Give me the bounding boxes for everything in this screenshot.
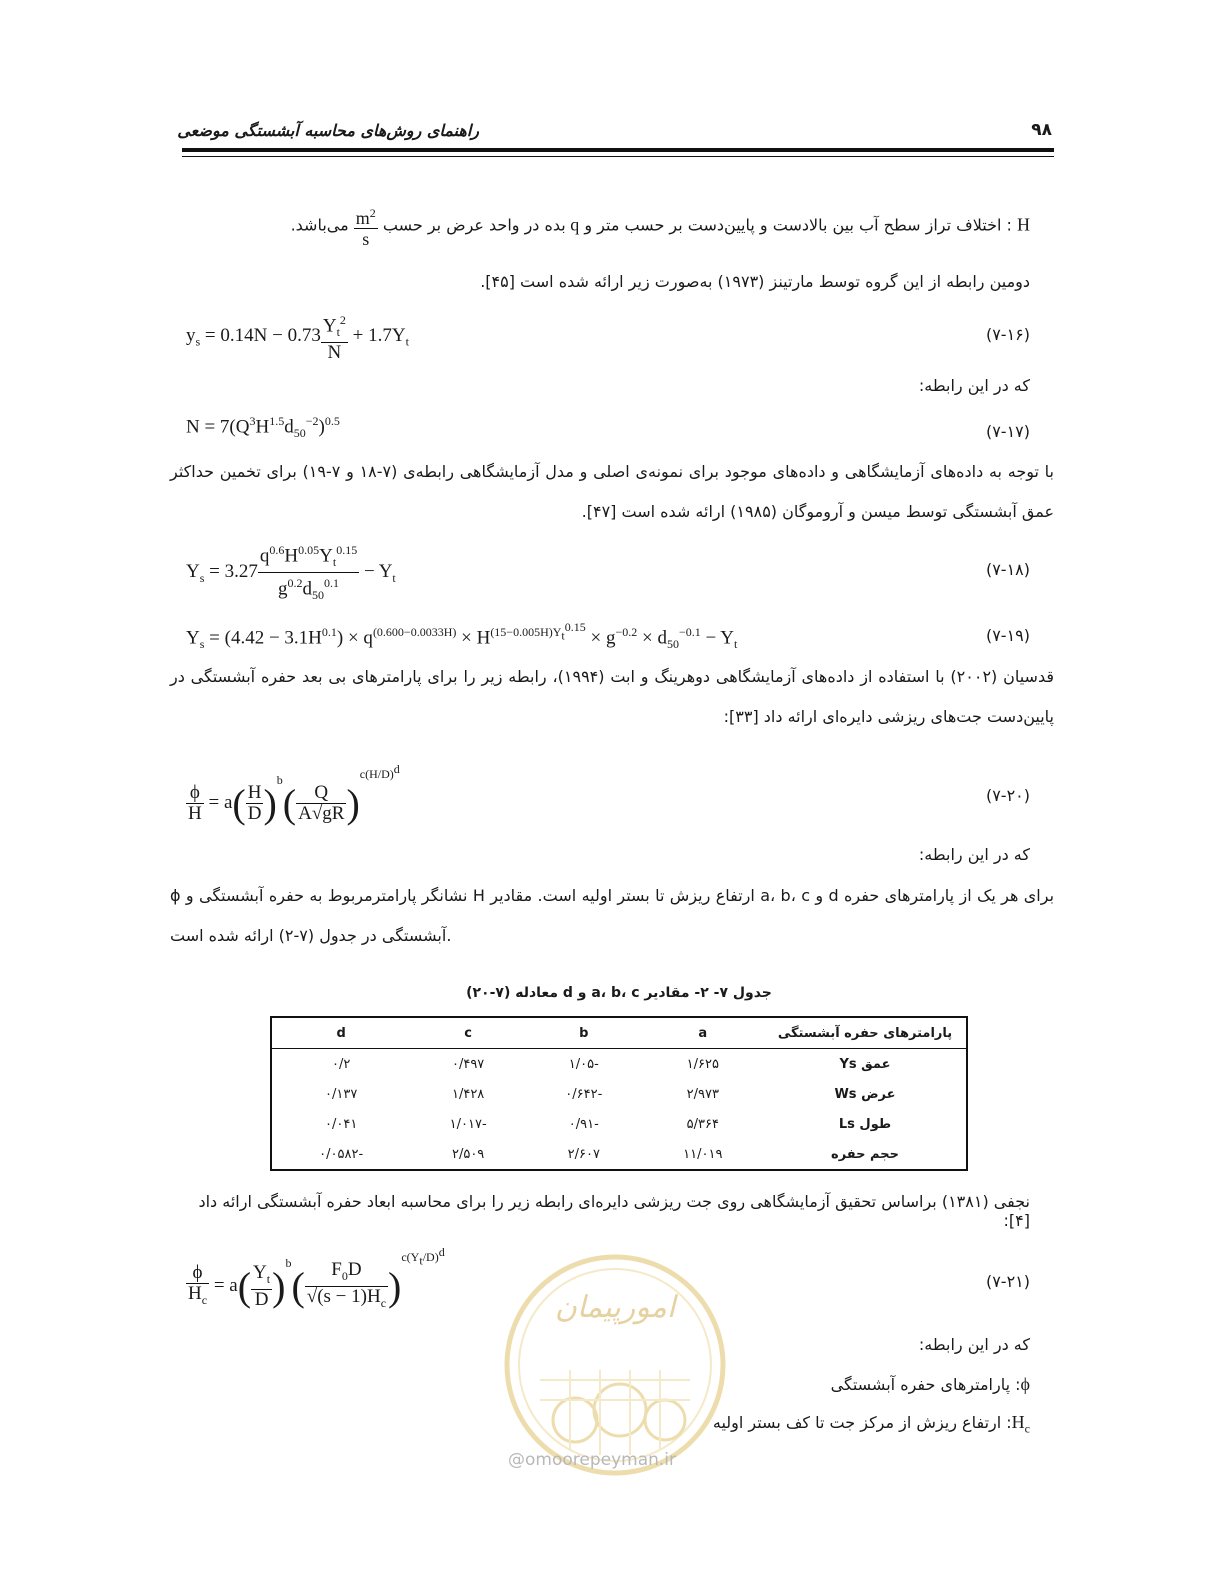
equation-16: $y_s = 0.14N - 0.73$ $\frac{Y_t^2}{N}$ + $1.7Y_t$ (186, 310, 409, 363)
equation-17-number: (۷-۱۷) (985, 422, 1030, 441)
unit-m2-per-s: $\frac{m^2}{s}$ (354, 203, 378, 249)
running-header-title: راهنمای روش‌های محاسبه آبشستگی موضعی (177, 121, 479, 140)
equation-21-number: (۷-۲۱) (985, 1272, 1030, 1291)
symbol-h: H (1017, 214, 1030, 235)
table-cell-b: -۰/۹۱ (568, 1116, 599, 1132)
equation-19: $Y_s = (4.42 - 3.1H^{0.1}) \times q^{(0.600-0.0033H)} \times H^{(15-0.005H)Y_t^{0.15}} \times g^{-0.2} \times d_{50}^{-0.1} - Y_t$ (186, 620, 738, 652)
at-icon: @ (508, 1450, 525, 1470)
definition-h-text: : اختلاف تراز سطح آب بین بالادست و پایین‌دست بر حسب متر و (584, 215, 1012, 235)
table-cell-a: ۱۱/۰۱۹ (683, 1146, 723, 1162)
table-cell-b: -۱/۰۵ (568, 1056, 599, 1072)
table-header-c: c (410, 1017, 526, 1049)
equation-16-number: (۷-۱۶) (985, 325, 1030, 344)
table-cell-b: -۰/۶۴۲ (565, 1086, 603, 1102)
table-row (271, 1049, 967, 1080)
table-cell-d: ۰/۱۳۷ (325, 1086, 358, 1102)
watermark-logo (500, 1250, 730, 1480)
paragraph-mason: با توجه به داده‌های آزمایشگاهی و داده‌های موجود برای نمونه‌ی اصلی و مدل آزمایشگاهی رابطه‌ی (۷-۱۸ و ۷-۱۹) برای تخمین حداکثر عمق آبشستگی توسط میسن و آروموگان (۱۹۸۵) ارائه شده است [۴۷]. (170, 462, 1055, 521)
watermark-site-text: omoorepeyman.ir (525, 1450, 677, 1470)
in-this-relation-2: که در این رابطه: (918, 845, 1030, 864)
paragraph-najafi: نجفی (۱۳۸۱) براساس تحقیق آزمایشگاهی روی جت ریزشی دایره‌ای رابطه زیر را برای محاسبه ابعاد حفره آبشستگی ارائه داد [۴]: (198, 1192, 1030, 1230)
table-cell-c: ۰/۴۹۷ (451, 1056, 485, 1072)
table-header-d: d (271, 1017, 410, 1049)
definition-hc-line (713, 1412, 1030, 1437)
table-header-b: b (526, 1017, 642, 1049)
table-cell-c: ۲/۵۰۹ (451, 1146, 485, 1162)
table-cell-label: عمق Ys (839, 1056, 891, 1072)
table-cell-c: ۱/۴۲۸ (451, 1086, 485, 1102)
table-header-row (271, 1017, 967, 1049)
equation-17: $N = 7(Q^3H^{1.5}d_{50}^{-2})^{0.5}$ (186, 414, 340, 441)
table-cell-label: عرض Ws (834, 1086, 896, 1102)
paragraph-phi: ϕ نشانگر پارامترمربوط به حفره آبشستگی و H ارتفاع ریزش تا بستر اولیه است. مقادیر a، b، c و d برای هر یک از پارامترهای حفره آبشستگی در جدول (۷-۲) ارائه شده است. (170, 886, 1055, 945)
equation-21: $\frac{\phi}{H_c}$ = a( $\frac{Y_t}{D}$ )$^b$( $\frac{F_0D}{√(s - 1)H_c}$ )$^{c(Y_t/D)^d}$ (188, 1245, 445, 1311)
table-cell-d: ۰/۰۴۱ (325, 1116, 358, 1132)
table-cell-a: ۲/۹۷۳ (686, 1086, 719, 1102)
paragraph-martinez: دومین رابطه از این گروه توسط مارتینز (۱۹۷۳) به‌صورت زیر ارائه شده است [۴۵]. (480, 272, 1030, 291)
paragraph-ghodsian: قدسیان (۲۰۰۲) با استفاده از داده‌های آزمایشگاهی دوهرینگ و ابت (۱۹۹۴)، رابطه زیر را برای پارامترهای بی بعد حفره آبشستگی در پایین‌دست جت‌های ریزشی دایره‌ای ارائه داد [۳۳]: (170, 667, 1055, 726)
equation-18-number: (۷-۱۸) (985, 560, 1030, 579)
table-caption: جدول ۷- ۲- مقادیر a، b، c و d معادله (۷-۲۰) (466, 985, 772, 1001)
in-this-relation-1: که در این رابطه: (918, 376, 1030, 395)
table-row (271, 1109, 967, 1139)
table-row (271, 1079, 967, 1109)
watermark-logo-graphic (500, 1250, 730, 1480)
table-cell-label: حجم حفره (831, 1146, 899, 1162)
definition-phi-text: : پارامترهای حفره آبشستگی (830, 1375, 1021, 1394)
definition-h-text-2: بده در واحد عرض بر حسب (382, 215, 566, 235)
header-rule-thin (182, 156, 1054, 157)
definition-phi-line (831, 1374, 1030, 1395)
symbol-hc: $H_c$ (1011, 1412, 1030, 1436)
table-cell-b: ۲/۶۰۷ (567, 1146, 600, 1162)
equation-18: $Y_s = 3.27$ $\frac{q^{0.6}H^{0.05}Y_t^{0.15}}{g^{0.2}d_{50}^{0.1}}$ − $Y_t$ (186, 540, 396, 605)
table-cell-label: طول Ls (838, 1116, 892, 1132)
definition-h-line (250, 203, 1030, 249)
symbol-phi: ϕ (1020, 1374, 1030, 1394)
page-number: ۹۸ (1031, 120, 1052, 140)
definition-h-text-3: می‌باشد. (290, 215, 349, 235)
table-cell-a: ۵/۳۶۴ (686, 1116, 719, 1132)
header-rule-thick (182, 148, 1054, 152)
table-cell-d: -۰/۰۵۸۲ (319, 1146, 364, 1162)
table-cell-d: ۰/۲ (331, 1056, 351, 1072)
table-cell-c: -۱/۰۱۷ (449, 1116, 487, 1132)
watermark-site (508, 1450, 676, 1470)
table-row (271, 1139, 967, 1170)
table-cell-a: ۱/۶۲۵ (686, 1056, 719, 1072)
watermark-logo-text: امورپیمان (554, 1290, 676, 1325)
in-this-relation-3: که در این رابطه: (918, 1335, 1030, 1354)
equation-20-number: (۷-۲۰) (985, 786, 1030, 805)
equation-19-number: (۷-۱۹) (985, 626, 1030, 645)
equation-20: $\frac{\phi}{H}$ = a( $\frac{H}{D}$ )$^b$( $\frac{Q}{A√gR}$ )$^{c(H/D)^d}$ (188, 762, 400, 827)
table-header-a: a (642, 1017, 764, 1049)
definition-hc-text: : ارتفاع ریزش از مرکز جت تا کف بستر اولیه (712, 1413, 1012, 1432)
table-header-parameter: پارامترهای حفره آبشستگی (764, 1017, 967, 1049)
symbol-q: q (565, 214, 580, 235)
parameters-table (270, 1016, 968, 1171)
